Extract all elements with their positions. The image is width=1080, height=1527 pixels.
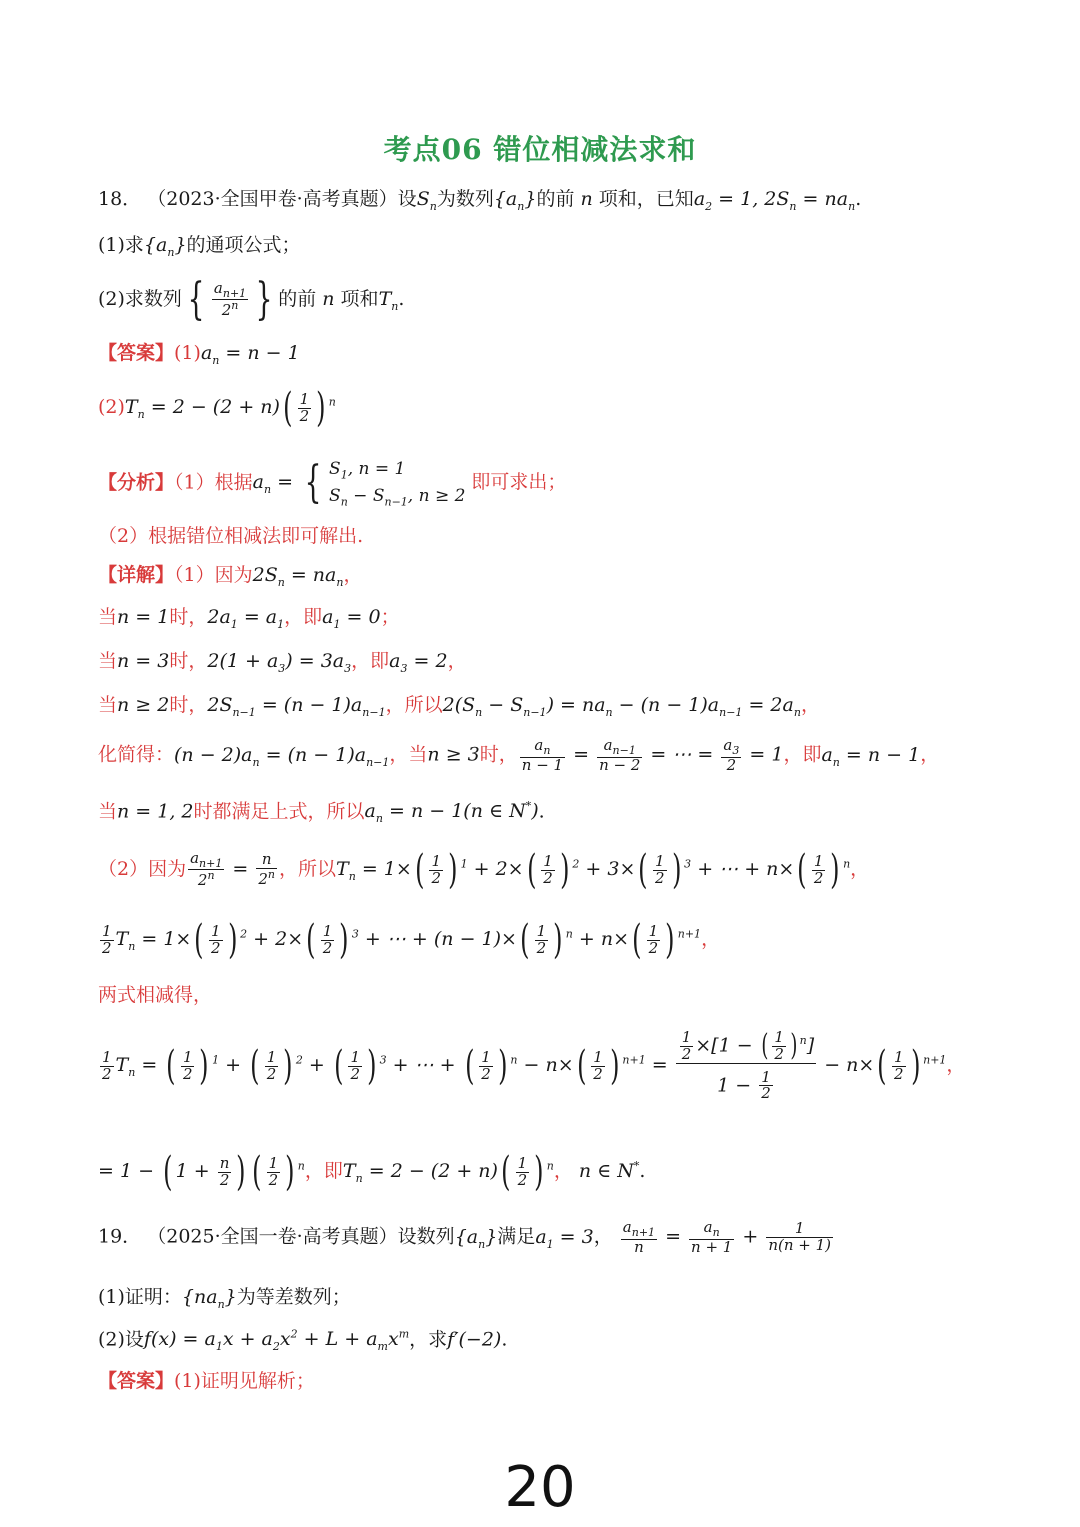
simplify-text: 化简得： [98, 743, 175, 766]
q18-subtract-label: 两式相减得， [98, 984, 213, 1006]
q19-answer1-text: (1)证明见解析； [174, 1370, 315, 1392]
q18-stem-text: 项和，已知 [598, 188, 694, 210]
answer-tag: 【答案】 [98, 342, 175, 364]
analysis-tag: 【分析】 [98, 471, 175, 494]
shi-text: 时， [169, 694, 208, 716]
q18-detail-line: 当n = 3时，$2(1 + a_3) = 3a_3$，即$a_3 = 2$， [98, 650, 467, 675]
q19-source: （2025·全国一卷·高考真题） [147, 1225, 398, 1248]
q19-part1-text: 为等差数列； [236, 1286, 351, 1308]
q18-detail-line: 当n ≥ 2时，$2S_{n-1} = (n - 1)a_{n-1}$，所以$2(S_n - S_{n-1}) = na_n - (n - 1)a_{n-1} = 2a_n$， [98, 694, 820, 719]
ji-text: 即 [802, 743, 822, 766]
q19-part2-text: ，求 [409, 1328, 448, 1351]
q18-part2-detail: （2）因为 $\frac{a_{n+1}}{2^n}$ = $\frac{n}{2^n}$ ，所以$T_n = 1\times$( $\frac{1}{2}$ ) $^1$ + 2×( $\frac{1}{2}$ ) $^2$ + 3×( $\frac{1}{2}$ ) $^3$ + ⋯ + n×( $\frac{1}{2}$ ) $^n$， [98, 847, 870, 893]
q19-part2: (2)设$f(x) = a_1x + a_2x^2 + L + a_mx^m$，求f′(−2). [98, 1328, 508, 1354]
answer-tag: 【答案】 [98, 1370, 175, 1392]
q18-subtract-eq: $\frac{1}{2}$ $T_n$ = ( $\frac{1}{2}$ ) $^1$ + ( $\frac{1}{2}$ ) $^2$ + ( $\frac{1}{2}$ ) $^3$ + ⋯ + ( $\frac{1}{2}$ ) $^n$ − n×( $\frac{1}{2}$ ) $^{n+1}$ = $\frac{1}{2}$ ×[1 − ( $\frac{1}{2}$ ) $^n$] 1 − $\frac{1}{2}$ − n×( $\frac{1}{2}$ ) $^{n+1}$， [102, 1028, 966, 1103]
ji-text: 即 [323, 1160, 343, 1182]
when-text: 当 [98, 606, 118, 628]
when-text: 当 [408, 743, 428, 766]
ji-text: 即 [370, 650, 390, 672]
q19-answer [98, 1370, 315, 1393]
q18-half-tn: $\frac{1}{2}$ $T_n = 1\times$( $\frac{1}{2}$ ) $^2$ + 2×( $\frac{1}{2}$ ) $^3$ + ⋯ + (n − 1)×( $\frac{1}{2}$ ) $^n$ + n×( $\frac{1}{2}$ ) $^{n+1}$， [102, 917, 721, 963]
q18-detail-line: 化简得：$(n - 2)a_n = (n - 1)a_{n-1}$，当n ≥ 3时， $\frac{a_n}{n - 1}$ = $\frac{a_{n-1}}{n - 2}$ = ⋯ = $\frac{a_3}{2}$ = 1，即$a_n = n - 1$， [98, 736, 940, 774]
q18-part1-text: (1)求 [98, 234, 144, 256]
q19-number: 19． [98, 1225, 142, 1248]
q18-source: （2023·全国甲卷·高考真题） [147, 188, 398, 210]
q18-part1-text: 的通项公式； [186, 234, 301, 256]
answer1-prefix: (1) [174, 342, 201, 364]
q18-answer1: 【答案】$(1)a_n = n - 1$ [98, 342, 300, 367]
q18-answer2: $(2)T_n = 2 - (2 + n)$( $\frac{1}{2}$ ) $^n$ [98, 385, 336, 431]
ji-text: 即 [303, 606, 323, 628]
shi-text: 时， [479, 743, 518, 766]
page-title: 考点06 错位相减法求和 [383, 133, 697, 166]
q18-result: = 1 − ( 1 + $\frac{n}{2}$ ) ( $\frac{1}{2}$ ) $^n$，即$T_n = 2 - (2 + n)$( $\frac{1}{2}$ ) $^n$， n ∈ N*. [98, 1149, 646, 1195]
shi-text: 时， [169, 650, 208, 672]
q18-part2-text: (2)求数列 [98, 288, 182, 310]
detail-tag: 【详解】 [98, 564, 175, 586]
part2-detail-text: （2）因为 [98, 858, 187, 880]
suoyi-text: 所以 [404, 694, 443, 716]
q19-part2-text: (2)设 [98, 1328, 144, 1351]
q18-part1: (1)求$\{a_n\}$的通项公式； [98, 234, 301, 259]
when-text: 当 [98, 694, 118, 716]
q19-stem: 19． （2025·全国一卷·高考真题）设数列$\{a_n\}$满足$a_1 = 3$， $\frac{a_{n+1}}{n}$ = $\frac{a_n}{n + 1}$ + $\frac{1}{n(n + 1)}$ [98, 1218, 832, 1256]
q19-part1-text: (1)证明： [98, 1286, 182, 1308]
q18-stem-text: 设 [397, 188, 417, 210]
q18-analysis2: （2）根据错位相减法即可解出. [98, 525, 364, 547]
q18-part2: (2)求数列 { $\frac{a_{n+1}}{2^n}$ } 的前 n 项和$T_n$. [98, 274, 405, 325]
q19-part1: (1)证明：$\{na_n\}$为等差数列； [98, 1286, 351, 1311]
q19-stem-text: 设数列 [397, 1225, 455, 1248]
all-satisfy-text: 时都满足上式，所以 [193, 800, 365, 823]
answer2-prefix: (2) [98, 396, 125, 418]
detail1-text: （1）因为 [174, 564, 253, 586]
q18-part2-text: 的前 [278, 288, 317, 310]
page-number: 20 [504, 1455, 576, 1520]
q18-analysis1: 【分析】（1）根据$a_n$ = { $S_1$, n = 1 $S_n - S_{n-1}$, n ≥ 2 即可求出； [98, 457, 567, 509]
analysis1-text: （1）根据 [174, 471, 253, 494]
when-text: 当 [98, 800, 118, 823]
shi-text: 时， [169, 606, 208, 628]
q18-stem: 18． （2023·全国甲卷·高考真题）设$S_n$为数列$\{a_n\}$的前 n 项和，已知$a_2 = 1$, $2S_n = na_n$. [98, 188, 862, 213]
q18-detail-line: 当n = 1时，$2a_1 = a_1$，即$a_1 = 0$； [98, 606, 400, 631]
suoyi-text: 所以 [298, 858, 337, 880]
q18-part2-text: 项和 [340, 288, 379, 310]
analysis1-text: 即可求出； [471, 471, 567, 494]
q18-stem-text: 的前 [536, 188, 575, 210]
q19-stem-text: 满足 [497, 1225, 536, 1248]
q18-detail1: 【详解】（1）因为$2S_n = na_n$， [98, 564, 363, 589]
when-text: 当 [98, 650, 118, 672]
q18-number: 18． [98, 188, 142, 210]
q18-detail-line: 当n = 1, 2时都满足上式，所以$a_n = n - 1(n$ ∈ N*). [98, 800, 545, 826]
q18-stem-text: 为数列 [436, 188, 494, 210]
